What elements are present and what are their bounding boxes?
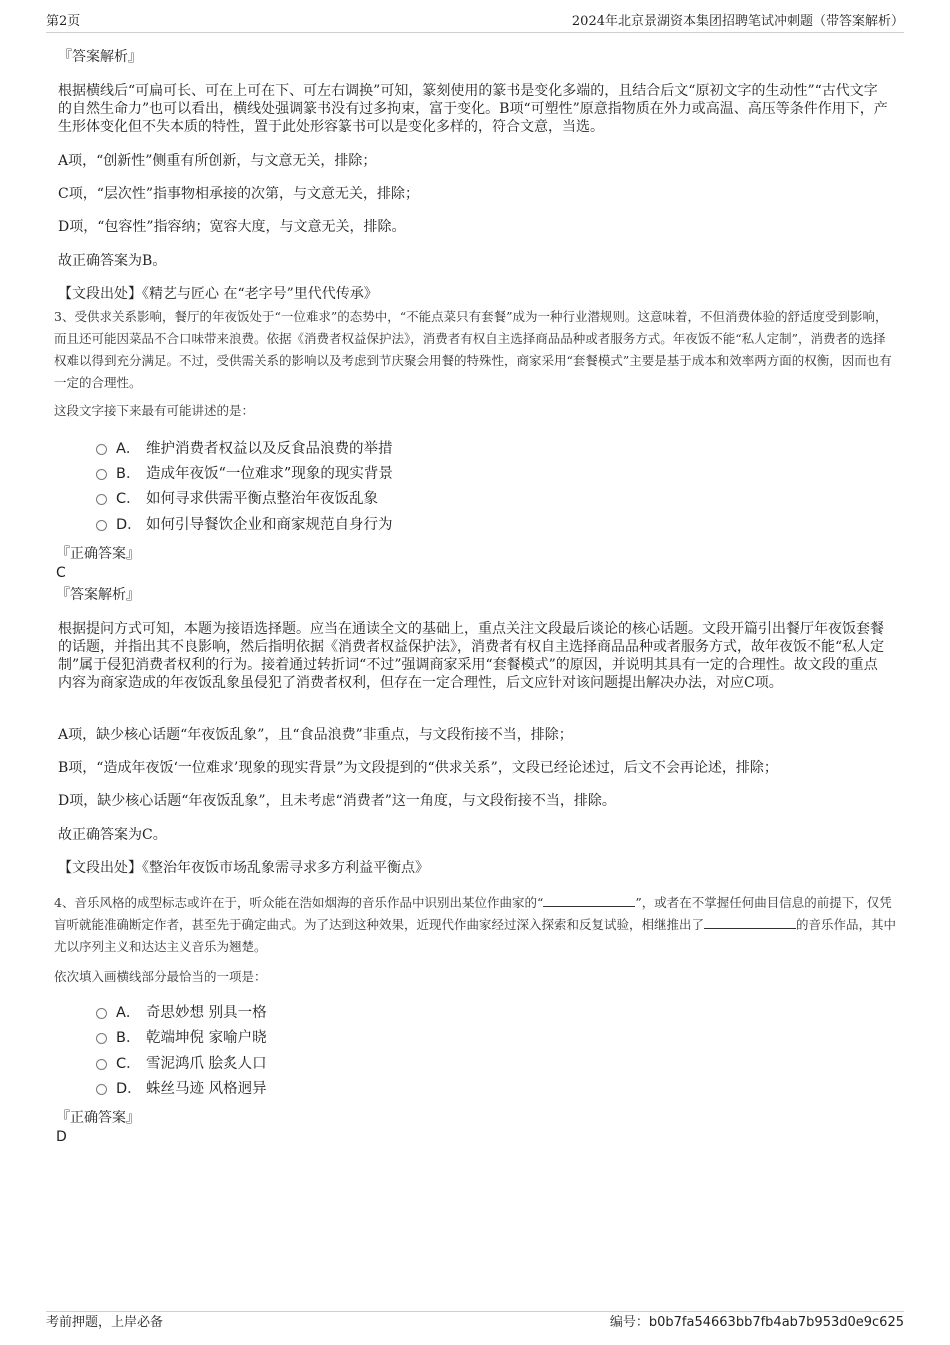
radio-circle-icon[interactable]	[96, 520, 107, 531]
q4-prompt: 依次填入画横线部分最恰当的一项是：	[54, 969, 267, 984]
q2-analysis-label: 『答案解析』	[58, 49, 142, 65]
q3-conclusion: 故正确答案为C。	[58, 827, 167, 843]
q2-analysis-option-c: C项，“层次性”指事物相承接的次第，与文意无关，排除；	[58, 186, 420, 202]
radio-circle-icon[interactable]	[96, 1084, 107, 1095]
q3-analysis-label: 『答案解析』	[56, 587, 140, 603]
q4-stem: 4、音乐风格的成型标志或许在于，听众能在浩如烟海的音乐作品中识别出某位作曲家的“ ”，或者在不掌握任何曲目信息的前提下，仅凭盲听就能准确断定作者，甚至先于确定曲式。为了达到这种效果，近现代作曲家经过深入探索和反复试验，相继推出了 的音乐作品，其中尤以序列主义和达达主义音乐为翘楚。	[54, 895, 897, 954]
q4-option-c[interactable]: C． 雪泥鸿爪 脍炙人口	[96, 1054, 267, 1074]
footer-slogan: 考前押题，上岸必备	[46, 1315, 164, 1330]
q3-stem: 3、受供求关系影响，餐厅的年夜饭处于“一位难求”的态势中，“不能点菜只有套餐”成为一种行业潜规则。这意味着，不但消费体验的舒适度受到影响，而且还可能因菜品不合口味带来浪费。依据《消费者权益保护法》，消费者有权自主选择商品品种或者服务方式。年夜饭不能“私人定制”，消费者的选择权难以得到充分满足。不过，受供需关系的影响以及考虑到节庆聚会用餐的特殊性，商家采用“套餐模式”主要是基于成本和效率两方面的权衡，因而也有一定的合理性。	[54, 309, 892, 390]
document-code: 编号：b0b7fa54663bb7fb4ab7b953d0e9c625	[609, 1315, 904, 1330]
q4-option-b[interactable]: B． 乾端坤倪 家喻户晓	[96, 1028, 267, 1048]
radio-circle-icon[interactable]	[96, 469, 107, 480]
q3-analysis-option-a: A项，缺少核心话题“年夜饭乱象”，且“食品浪费”非重点，与文段衔接不当，排除；	[58, 727, 573, 743]
radio-circle-icon[interactable]	[96, 494, 107, 505]
q3-option-c[interactable]: C． 如何寻求供需平衡点整治年夜饭乱象	[96, 489, 378, 509]
q4-answer-label: 『正确答案』	[56, 1110, 140, 1126]
q3-analysis-option-b: B项，“造成年夜饭‘一位难求’现象的现实背景”为文段提到的“供求关系”，文段已经论述过，后文不会再论述，排除；	[58, 760, 778, 776]
q3-analysis-paragraph: 根据提问方式可知，本题为接语选择题。应当在通读全文的基础上，重点关注文段最后谈论的核心话题。文段开篇引出餐厅年夜饭套餐的话题，并指出其不良影响，然后指明依据《消费者权益保护法》，消费者有权自主选择商品品种或者服务方式，故年夜饭不能“私人定制”属于侵犯消费者权利的行为。接着通过转折词“不过”强调商家采用“套餐模式”的原因，并说明其具有一定的合理性。故文段的重点内容为商家造成的年夜饭乱象虽侵犯了消费者权利，但存在一定合理性，后文应针对该问题提出解决办法，对应C项。	[58, 621, 885, 691]
q2-conclusion: 故正确答案为B。	[58, 253, 167, 269]
q3-prompt: 这段文字接下来最有可能讲述的是：	[54, 403, 255, 418]
q3-answer-label: 『正确答案』	[56, 546, 140, 562]
q2-analysis-option-d: D项，“包容性”指容纳；宽容大度，与文意无关，排除。	[58, 219, 406, 235]
q4-option-a[interactable]: A． 奇思妙想 别具一格	[96, 1003, 267, 1023]
q4-answer: D	[56, 1129, 67, 1145]
q3-option-b[interactable]: B． 造成年夜饭“一位难求”现象的现实背景	[96, 464, 393, 484]
radio-circle-icon[interactable]	[96, 1008, 107, 1019]
fill-blank-2	[704, 916, 796, 929]
q3-answer: C	[56, 565, 66, 581]
q2-source: 【文段出处】《精艺与匠心 在“老字号”里代代传承》	[58, 286, 378, 302]
page-header	[46, 12, 904, 33]
q4-option-d[interactable]: D． 蛛丝马迹 风格迥异	[96, 1079, 267, 1099]
page-number: 第2页	[46, 14, 81, 29]
q3-option-a[interactable]: A． 维护消费者权益以及反食品浪费的举措	[96, 439, 393, 459]
q3-source: 【文段出处】《整治年夜饭市场乱象需寻求多方利益平衡点》	[58, 860, 429, 876]
radio-circle-icon[interactable]	[96, 1033, 107, 1044]
radio-circle-icon[interactable]	[96, 1059, 107, 1070]
document-title: 2024年北京景湖资本集团招聘笔试冲刺题（带答案解析）	[571, 14, 904, 29]
q2-analysis-paragraph: 根据横线后“可扁可长、可在上可在下、可左右调换”可知，篆刻使用的篆书是变化多端的，且结合后文“原初文字的生动性”“古代文字的自然生命力”也可以看出，横线处强调篆书没有过多拘束，富于变化。B项“可塑性”原意指物质在外力或高温、高压等条件作用下，产生形体变化但不失本质的特性，置于此处形容篆书可以是变化多样的，符合文意，当选。	[58, 83, 888, 135]
q3-analysis-option-d: D项，缺少核心话题“年夜饭乱象”，且未考虑“消费者”这一角度，与文段衔接不当，排除。	[58, 793, 616, 809]
fill-blank-1	[543, 894, 635, 907]
radio-circle-icon[interactable]	[96, 444, 107, 455]
q3-option-d[interactable]: D． 如何引导餐饮企业和商家规范自身行为	[96, 515, 393, 535]
page-footer	[46, 1311, 904, 1334]
q2-analysis-option-a: A项，“创新性”侧重有所创新，与文意无关，排除；	[58, 153, 377, 169]
